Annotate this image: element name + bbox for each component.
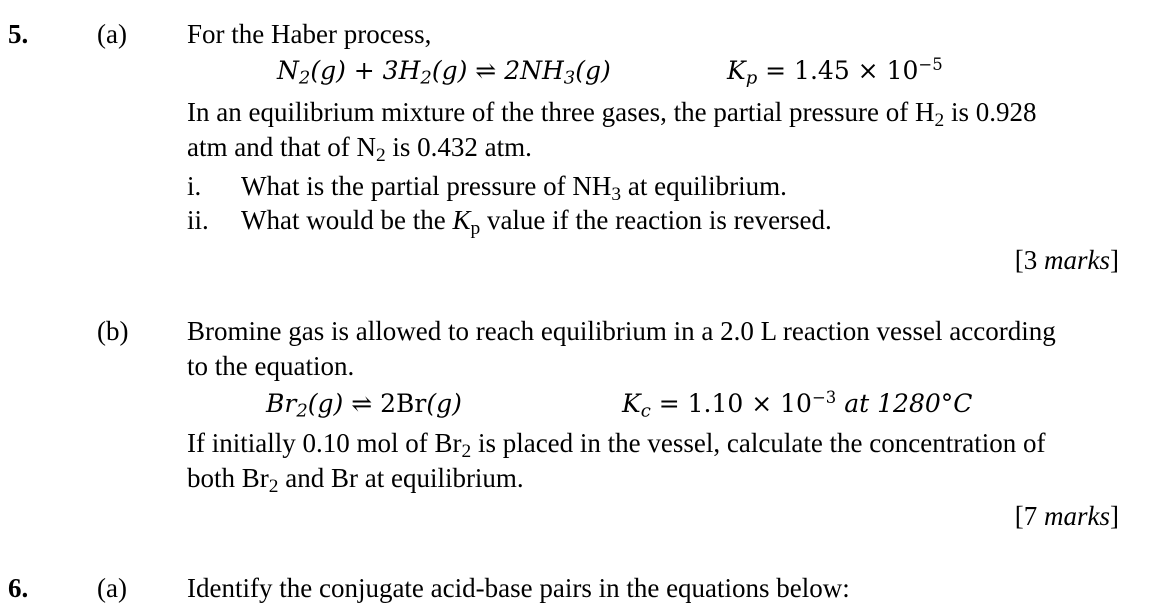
part-a-line1: In an equilibrium mixture of the three gases, the partial pressure of $H_2$ is 0.928 [187, 97, 1037, 131]
item-i-text: What is the partial pressure of $NH_3$ at equilibrium. [241, 171, 787, 205]
part-b-line1: Bromine gas is allowed to reach equilibrium in a 2.0 L reaction vessel according [187, 316, 1056, 346]
part-a-marks: [3 marks] [1014, 245, 1119, 275]
item-i-number: i. [187, 171, 202, 201]
part-b-line3: If initially 0.10 mol of $Br_2$ is placed in the vessel, calculate the concentration of [187, 428, 1046, 462]
part-a-intro: For the Haber process, [187, 19, 432, 49]
haber-equation: $N_2(g) + 3H_2(g)$ ⇌ $2NH_3(g)$ [277, 56, 611, 89]
next-question-label: (a) [97, 573, 127, 603]
bromine-kc: $K_c = 1.10 \times 10^{-3}$ at 1280°C [622, 387, 973, 422]
bromine-equation: $Br_2(g)$ ⇌ 2Br(g) [266, 389, 462, 422]
part-b-line4: both $Br_2$ and Br at equilibrium. [187, 463, 524, 497]
next-question-number: 6. [8, 573, 29, 603]
part-b-line2: to the equation. [187, 351, 355, 381]
part-b-label: (b) [97, 316, 129, 346]
haber-kp: $K_p = 1.45 \times 10^{-5}$ [727, 54, 943, 89]
item-ii-text: What would be the $K_p$ value if the reaction is reversed. [241, 205, 832, 239]
part-b-marks: [7 marks] [1014, 501, 1119, 531]
next-question-text: Identify the conjugate acid-base pairs in the equations below: [187, 573, 850, 603]
item-ii-number: ii. [187, 205, 209, 235]
part-a-label: (a) [97, 19, 127, 49]
question-number: 5. [8, 19, 29, 49]
part-a-line2: atm and that of $N_2$ is 0.432 atm. [187, 132, 532, 166]
